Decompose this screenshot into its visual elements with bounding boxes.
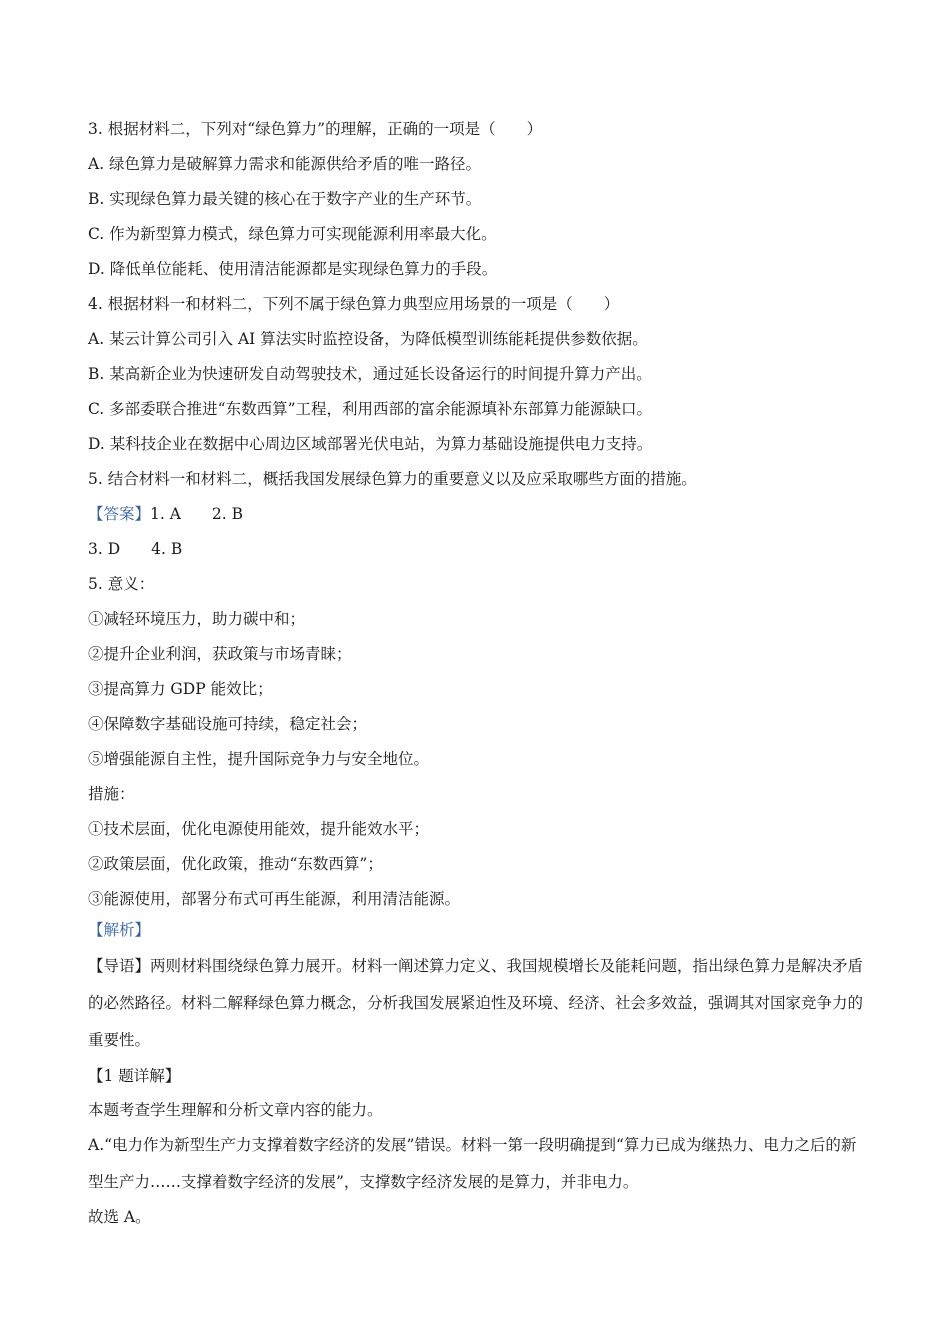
meaning-item: ②提升企业利润，获政策与市场青睐； (88, 645, 352, 663)
answer-row-1 (88, 504, 243, 524)
q3-option-d: D. 降低单位能耗、使用清洁能源都是实现绿色算力的手段。 (88, 260, 498, 278)
q3-stem: 3. 根据材料二，下列对“绿色算力”的理解，正确的一项是（ ） (88, 120, 543, 138)
detail-option-a: A.“电力作为新型生产力支撑着数字经济的发展”错误。材料一第一段明确提到“算力已成为继热力、电力之后的新型生产力……支撑着数字经济的发展”，支撑数字经济发展的是算力，并非电力。 (88, 1136, 857, 1191)
q4-option-d: D. 某科技企业在数据中心周边区域部署光伏电站，为算力基础设施提供电力支持。 (88, 435, 653, 453)
detail-tag: 【1 题详解】 (88, 1067, 181, 1085)
analysis-guide: 【导语】两则材料围绕绿色算力展开。材料一阐述算力定义、我国规模增长及能耗问题，指出绿色算力是解决矛盾的必然路径。材料二解释绿色算力概念，分析我国发展紧迫性及环境、经济、社会多效益，强调其对国家竞争力的重要性。 (88, 957, 864, 1049)
measure-item: ①技术层面，优化电源使用能效，提升能效水平； (88, 820, 430, 838)
conclusion: 故选 A。 (88, 1208, 151, 1226)
measure-item: ③能源使用，部署分布式可再生能源，利用清洁能源。 (88, 890, 461, 908)
meaning-item: ⑤增强能源自主性，提升国际竞争力与安全地位。 (88, 750, 430, 768)
q4-option-c: C. 多部委联合推进“东数西算”工程，利用西部的富余能源填补东部算力能源缺口。 (88, 400, 653, 418)
analysis-tag: 【解析】 (88, 921, 151, 939)
answer-q5-head: 5. 意义： (88, 575, 155, 593)
measures-head: 措施： (88, 785, 135, 803)
q3-option-c: C. 作为新型算力模式，绿色算力可实现能源利用率最大化。 (88, 225, 497, 243)
q3-option-a: A. 绿色算力是破解算力需求和能源供给矛盾的唯一路径。 (88, 155, 482, 173)
meaning-item: ③提高算力 GDP 能效比； (88, 680, 273, 698)
meaning-item: ④保障数字基础设施可持续，稳定社会； (88, 715, 368, 733)
measure-item: ②政策层面，优化政策，推动“东数西算”； (88, 855, 383, 873)
answer-tag: 【答案】 (88, 505, 151, 523)
q4-option-a: A. 某云计算公司引入 AI 算法实时监控设备，为降低模型训练能耗提供参数依据。 (88, 330, 648, 348)
q3-option-b: B. 实现绿色算力最关键的核心在于数字产业的生产环节。 (88, 190, 482, 208)
q5-stem: 5. 结合材料一和材料二，概括我国发展绿色算力的重要意义以及应采取哪些方面的措施。 (88, 470, 697, 488)
meaning-item: ①减轻环境压力，助力碳中和； (88, 610, 306, 628)
detail-intro: 本题考查学生理解和分析文章内容的能力。 (88, 1101, 383, 1119)
answer-choices-3-4: 3. D 4. B (88, 540, 183, 558)
q4-option-b: B. 某高新企业为快速研发自动驾驶技术，通过延长设备运行的时间提升算力产出。 (88, 365, 652, 383)
q4-stem: 4. 根据材料一和材料二，下列不属于绿色算力典型应用场景的一项是（ ） (88, 295, 620, 313)
answer-choices-1-2: 1. A 2. B (150, 505, 244, 523)
